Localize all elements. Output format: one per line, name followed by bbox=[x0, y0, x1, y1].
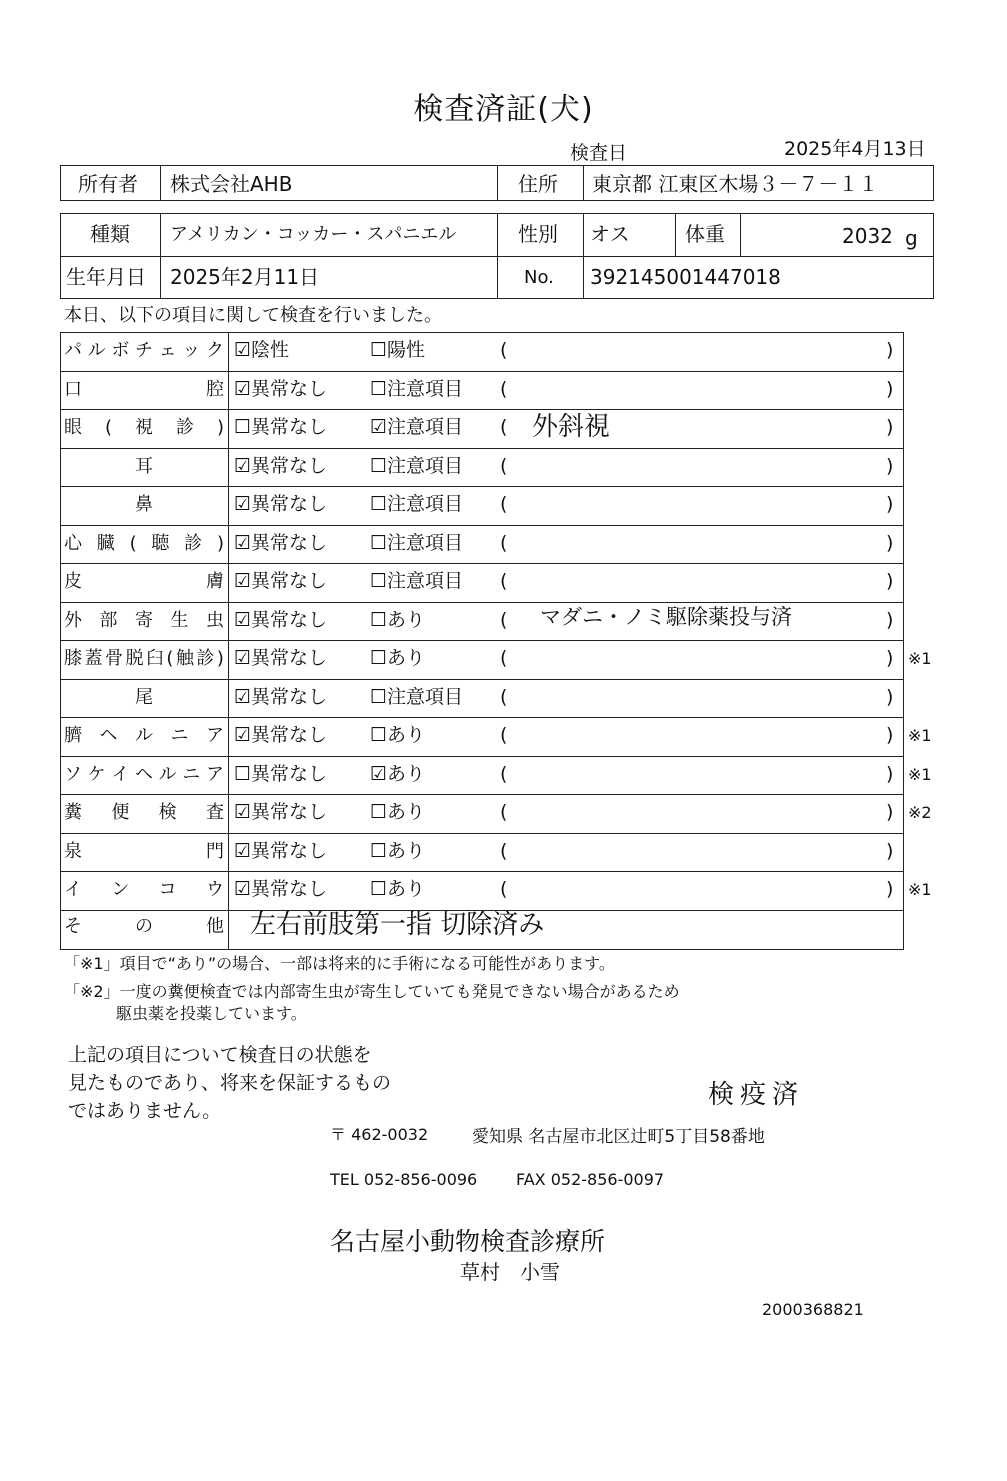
option-1-checkbox: ☑異常なし bbox=[234, 570, 328, 592]
disclaimer-line-3: ではありません。 bbox=[68, 1100, 222, 1122]
paren-close: ) bbox=[886, 762, 894, 785]
option-2-checkbox: ☐あり bbox=[370, 724, 426, 746]
row-label: 心 臓 ( 聴 診 ) bbox=[64, 532, 224, 554]
paren-open: ( bbox=[500, 839, 508, 862]
option-1-checkbox: ☑異常なし bbox=[234, 878, 328, 900]
row-divider bbox=[60, 679, 904, 680]
row-label: 泉 門 bbox=[64, 840, 224, 862]
paren-open: ( bbox=[500, 416, 508, 438]
no-label: No. bbox=[524, 267, 554, 288]
paren-close: ) bbox=[886, 531, 894, 554]
row-divider bbox=[60, 448, 904, 449]
dob-label: 生年月日 bbox=[66, 265, 146, 289]
row-divider bbox=[60, 602, 904, 603]
clinic-name: 名古屋小動物検査診療所 bbox=[330, 1227, 606, 1256]
note-2-continued: 駆虫薬を投薬しています。 bbox=[116, 1004, 307, 1023]
row-label: 臍 ヘ ル ニ ア bbox=[64, 725, 224, 746]
option-2-checkbox: ☐注意項目 bbox=[370, 570, 464, 592]
option-1-checkbox: ☑異常なし bbox=[234, 801, 328, 823]
row-label: 皮 膚 bbox=[64, 571, 224, 592]
option-1-checkbox: ☑異常なし bbox=[234, 531, 328, 554]
option-2-checkbox: ☑注意項目 bbox=[370, 416, 464, 438]
clinic-address: 愛知県 名古屋市北区辻町5丁目58番地 bbox=[472, 1127, 765, 1147]
row-label: 耳 bbox=[135, 455, 153, 477]
weight-value: 2032 bbox=[842, 224, 893, 248]
dob-value: 2025年2月11日 bbox=[170, 265, 320, 289]
paren-open: ( bbox=[500, 570, 508, 592]
option-2-checkbox: ☐あり bbox=[370, 878, 426, 900]
row-divider bbox=[60, 486, 904, 487]
paren-open: ( bbox=[500, 724, 508, 746]
option-2-checkbox: ☐注意項目 bbox=[370, 377, 464, 400]
footnote-mark: ※2 bbox=[908, 803, 932, 822]
breed-label: 種類 bbox=[90, 222, 130, 246]
paren-close: ) bbox=[886, 685, 894, 708]
row-label: 口 腔 bbox=[64, 378, 224, 400]
option-2-checkbox: ☐陽性 bbox=[370, 339, 426, 361]
finding-note: 外斜視 bbox=[532, 412, 611, 442]
option-2-checkbox: ☐あり bbox=[370, 839, 426, 862]
disclaimer-line-1: 上記の項目について検査日の状態を bbox=[68, 1044, 372, 1066]
weight-label: 体重 bbox=[685, 222, 725, 246]
paren-open: ( bbox=[500, 685, 508, 708]
row-label: 鼻 bbox=[135, 494, 153, 515]
option-2-checkbox: ☐注意項目 bbox=[370, 454, 464, 477]
option-2-checkbox: ☐注意項目 bbox=[370, 685, 464, 708]
paren-close: ) bbox=[886, 339, 894, 361]
paren-open: ( bbox=[500, 878, 508, 900]
doctor-name: 草村 小雪 bbox=[460, 1260, 560, 1284]
row-label: 外 部 寄 生 虫 bbox=[64, 609, 224, 631]
row-divider bbox=[60, 833, 904, 834]
footnote-mark: ※1 bbox=[908, 649, 932, 668]
row-divider bbox=[60, 717, 904, 718]
option-1-checkbox: ☑陰性 bbox=[234, 339, 290, 361]
option-1-checkbox: ☐異常なし bbox=[234, 762, 328, 785]
row-label: パ ル ボ チ ェ ッ ク bbox=[64, 340, 224, 361]
paren-open: ( bbox=[500, 608, 508, 631]
paren-close: ) bbox=[886, 801, 894, 823]
row-label: イ ン コ ウ bbox=[64, 879, 224, 900]
option-1-checkbox: ☑異常なし bbox=[234, 377, 328, 400]
postal-code: 〒 462-0032 bbox=[330, 1125, 429, 1144]
footnote-mark: ※1 bbox=[908, 880, 932, 899]
option-2-checkbox: ☐あり bbox=[370, 801, 426, 823]
option-1-checkbox: ☑異常なし bbox=[234, 454, 328, 477]
clinic-tel: TEL 052-856-0096 bbox=[330, 1170, 478, 1189]
row-divider bbox=[60, 794, 904, 795]
paren-open: ( bbox=[500, 801, 508, 823]
paren-close: ) bbox=[886, 878, 894, 900]
finding-note: マダニ・ノミ駆除薬投与済 bbox=[540, 604, 792, 629]
option-1-checkbox: ☐異常なし bbox=[234, 416, 328, 438]
paren-close: ) bbox=[886, 454, 894, 477]
option-2-checkbox: ☐あり bbox=[370, 647, 426, 669]
row-divider bbox=[60, 756, 904, 757]
paren-close: ) bbox=[886, 493, 894, 515]
option-2-checkbox: ☐あり bbox=[370, 608, 426, 631]
option-1-checkbox: ☑異常なし bbox=[234, 493, 328, 515]
paren-close: ) bbox=[886, 647, 894, 669]
quarantine-stamp: 検疫済 bbox=[708, 1080, 805, 1110]
option-1-checkbox: ☑異常なし bbox=[234, 685, 328, 708]
disclaimer-line-2: 見たものであり、将来を保証するもの bbox=[68, 1072, 392, 1094]
row-divider bbox=[60, 525, 904, 526]
paren-close: ) bbox=[886, 416, 894, 438]
exam-date-label: 検査日 bbox=[570, 142, 628, 164]
footnote-mark: ※1 bbox=[908, 764, 932, 784]
row-divider bbox=[60, 371, 904, 372]
document-title: 検査済証(犬) bbox=[413, 92, 594, 127]
label-divider bbox=[228, 332, 229, 950]
row-label: ソ ケ イ ヘ ル ニ ア bbox=[64, 763, 224, 785]
paren-close: ) bbox=[886, 608, 894, 631]
paren-open: ( bbox=[500, 377, 508, 400]
note-2: 「※2」一度の糞便検査では内部寄生虫が寄生していても発見できない場合があるため bbox=[64, 982, 680, 1001]
paren-open: ( bbox=[500, 454, 508, 477]
row-label: 糞 便 検 査 bbox=[64, 802, 224, 823]
serial-number: 2000368821 bbox=[762, 1300, 864, 1319]
address-value: 東京都 江東区木場３－７－１１ bbox=[592, 172, 879, 196]
paren-open: ( bbox=[500, 762, 508, 785]
owner-value: 株式会社AHB bbox=[170, 172, 293, 196]
row-divider bbox=[60, 563, 904, 564]
paren-close: ) bbox=[886, 724, 894, 746]
option-1-checkbox: ☑異常なし bbox=[234, 608, 328, 631]
weight-unit: g bbox=[905, 226, 918, 250]
paren-close: ) bbox=[886, 839, 894, 862]
option-2-checkbox: ☐注意項目 bbox=[370, 531, 464, 554]
other-value: 左右前肢第一指 切除済み bbox=[250, 910, 545, 940]
no-value: 392145001447018 bbox=[590, 265, 781, 289]
row-divider bbox=[60, 640, 904, 641]
other-label: そ の 他 bbox=[64, 916, 224, 937]
address-label: 住所 bbox=[518, 172, 558, 196]
row-label: 眼 ( 視 診 ) bbox=[64, 417, 224, 438]
option-2-checkbox: ☐注意項目 bbox=[370, 493, 464, 515]
option-1-checkbox: ☑異常なし bbox=[234, 839, 328, 862]
paren-open: ( bbox=[500, 647, 508, 669]
option-2-checkbox: ☑あり bbox=[370, 762, 426, 785]
exam-date-value: 2025年4月13日 bbox=[784, 138, 926, 160]
paren-open: ( bbox=[500, 339, 508, 361]
intro-text: 本日、以下の項目に関して検査を行いました。 bbox=[64, 305, 442, 326]
option-1-checkbox: ☑異常なし bbox=[234, 724, 328, 746]
breed-value: アメリカン・コッカー・スパニエル bbox=[170, 224, 457, 245]
paren-close: ) bbox=[886, 570, 894, 592]
row-divider bbox=[60, 409, 904, 410]
sex-label: 性別 bbox=[518, 222, 558, 246]
paren-close: ) bbox=[886, 377, 894, 400]
row-label: 膝 蓋 骨 脱 臼 ( 触 診 ) bbox=[64, 648, 224, 669]
sex-value: オス bbox=[590, 222, 630, 246]
row-divider bbox=[60, 871, 904, 872]
paren-open: ( bbox=[500, 493, 508, 515]
option-1-checkbox: ☑異常なし bbox=[234, 647, 328, 669]
paren-open: ( bbox=[500, 531, 508, 554]
row-label: 尾 bbox=[135, 686, 153, 708]
note-1: 「※1」項目で“あり”の場合、一部は将来的に手術になる可能性があります。 bbox=[64, 954, 615, 973]
clinic-fax: FAX 052-856-0097 bbox=[516, 1170, 665, 1189]
footnote-mark: ※1 bbox=[908, 726, 932, 745]
owner-label: 所有者 bbox=[78, 172, 138, 196]
